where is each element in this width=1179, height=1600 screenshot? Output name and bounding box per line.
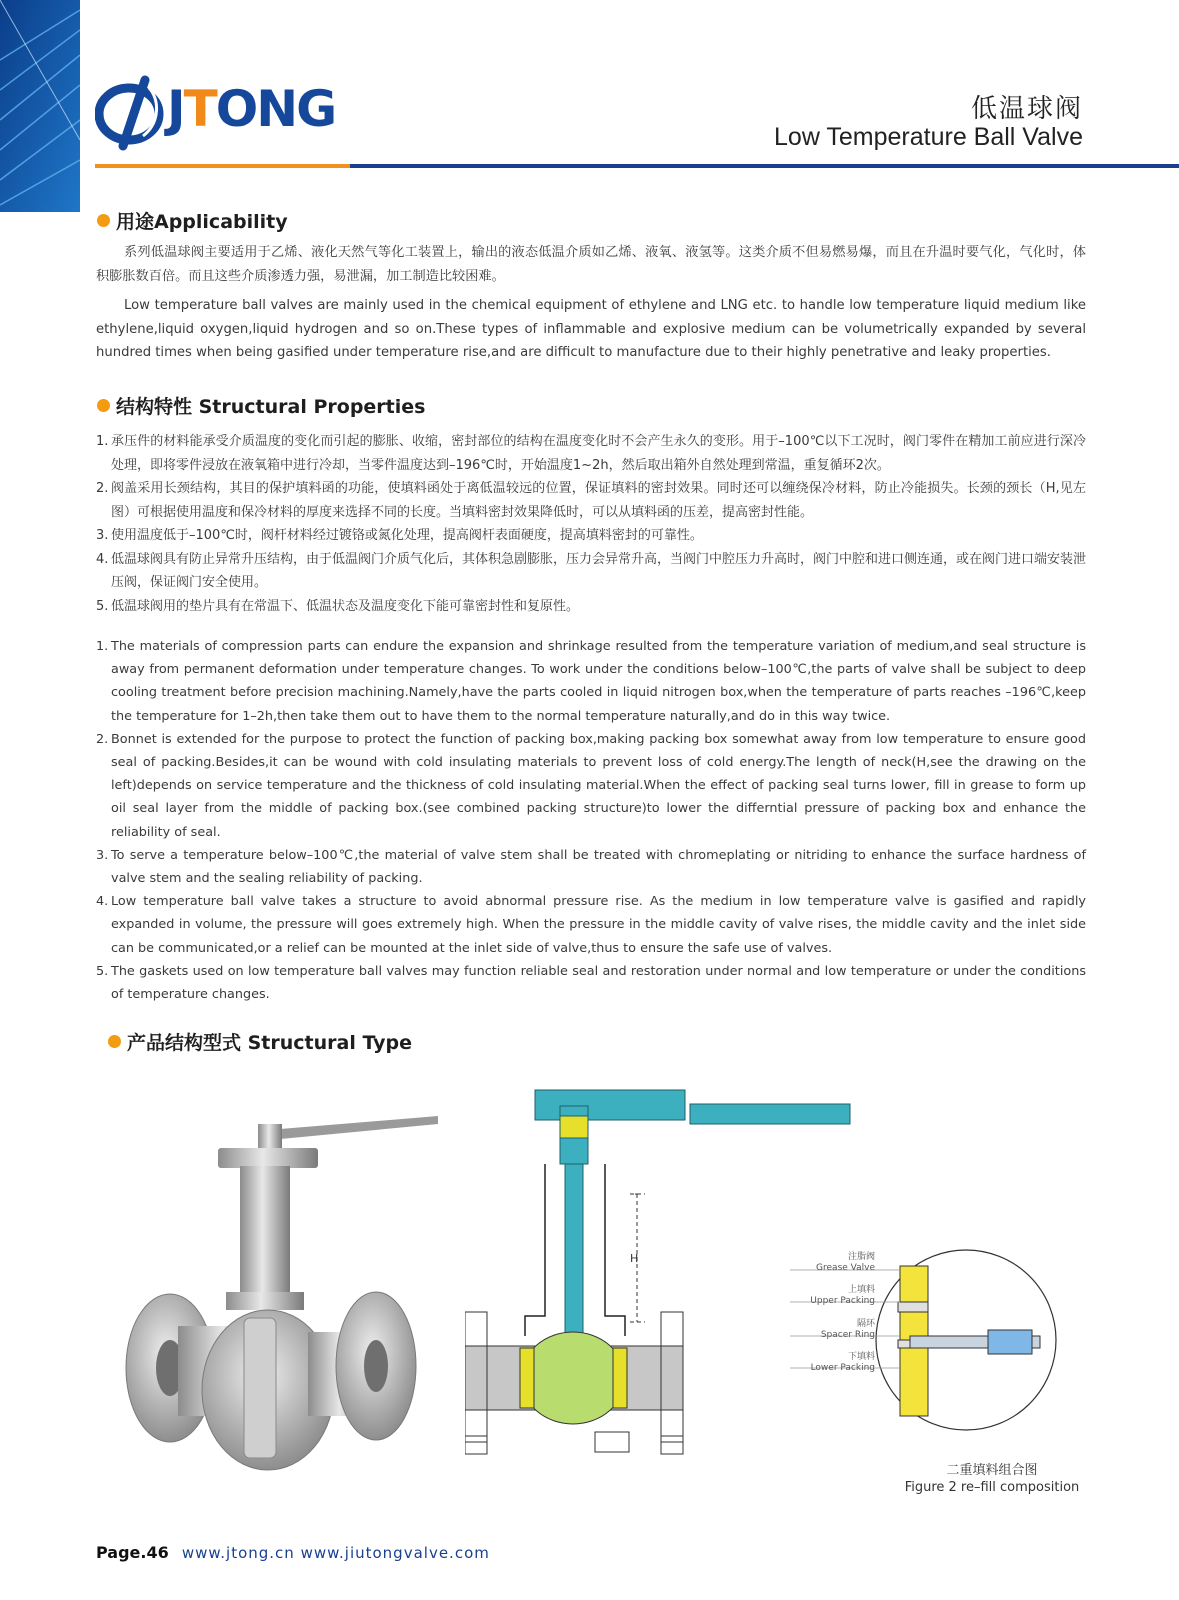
- properties-en-list: [96, 635, 1086, 1006]
- brand-logo: [95, 74, 350, 154]
- list-item: 5. The gaskets used on low temperature ball valves may function reliable seal and restoration under normal and low temperature or under the conditions of temperature changes.: [96, 963, 1086, 1003]
- list-item: 4. Low temperature ball valve takes a structure to avoid abnormal pressure rise. As the medium in low temperature valve is gasified and rapidly expanded in volume, the pressure will goes extremely high. When the pressure in the middle cavity of valve rises, the middle cavity and the inlet side can be communicated,or a relief can be mounted at the inlet side of valve,thus to ensure the safe use of valves.: [96, 894, 1086, 956]
- corner-decoration: [0, 0, 80, 212]
- neck-length-label: H: [630, 1252, 639, 1265]
- spacer-ring-callout: 隔环 Spacer Ring: [820, 1319, 875, 1340]
- list-item: 2. 阀盖采用长颈结构，其目的保护填料函的功能，使填料函处于离低温较远的位置，保证填料的密封效果。同时还可以缠绕保冷材料，防止冷能损失。长颈的颈长（H,见左图）可根据使用温度和保冷材料的厚度来选择不同的长度。当填料密封效果降低时，可以从填料函的压差，提高密封性能。: [96, 481, 1086, 520]
- upper-packing-callout: 上填料 Upper Packing: [810, 1285, 875, 1306]
- list-item: 2. Bonnet is extended for the purpose to protect the function of packing box,making packing box somewhat away from low temperature to ensure good seal of packing.Besides,it can be wound with cold insulating materials to prevent loss of cold energy.The length of neck(H,see the drawing on the left)depends on service temperature and the thickness of cold insulating material.When the effect of packing seal turns lower, fill in grease to form up oil seal layer from the middle of packing box.(see combined packing structure)to lower the differntial pressure of packing box and enhance the reliability of seal.: [96, 731, 1086, 840]
- bullet-dot: [108, 1035, 121, 1048]
- grease-valve-callout: 注脂阀 Grease Valve: [816, 1252, 875, 1273]
- logo-underline: [95, 164, 351, 168]
- lower-packing-callout: 下填料 Lower Packing: [810, 1352, 875, 1373]
- list-item: 5. 低温球阀用的垫片具有在常温下、低温状态及温度变化下能可靠密封性和复原性。: [96, 598, 580, 614]
- applicability-cn: 系列低温球阀主要适用于乙烯、液化天然气等化工装置上，输出的液态低温介质如乙烯、液氧、液氢等。这类介质不但易燃易爆，而且在升温时要气化，气化时，体积膨胀数百倍。而且这些介质渗透力强，易泄漏，加工制造比较困难。: [96, 245, 1086, 284]
- page-title-en: Low Temperature Ball Valve: [774, 123, 1083, 151]
- structural-type-heading: 产品结构型式 Structural Type: [108, 1028, 412, 1055]
- applicability-en: Low temperature ball valves are mainly used in the chemical equipment of ethylene and LNG etc. to handle low temperature liquid medium like ethylene,liquid oxygen,liquid hydrogen and so on.These types of inflammable and explosive medium can be volumetrically expanded by several hundred times when being gasified under temperature rise,and are difficult to manufacture due to their highly penetrative and leaky properties.: [96, 298, 1086, 360]
- page-number: Page.46: [96, 1543, 169, 1562]
- logo-mark-icon: [95, 74, 165, 152]
- page-footer: [96, 1543, 490, 1562]
- figure-caption: 二重填料组合图 Figure 2 re–fill composition: [904, 1463, 1080, 1495]
- properties-cn-list: [96, 430, 1086, 618]
- bullet-dot: [97, 399, 110, 412]
- list-item: 3. 使用温度低于–100℃时，阀杆材料经过镀铬或氮化处理，提高阀杆表面硬度，提高填料密封的可靠性。: [96, 528, 703, 543]
- page-title-cn: 低温球阀: [970, 94, 1083, 124]
- structural-properties-heading: 结构特性 Structural Properties: [97, 392, 425, 419]
- applicability-heading: 用途Applicability: [97, 207, 288, 234]
- list-item: 4. 低温球阀具有防止异常升压结构，由于低温阀门介质气化后，其体积急剧膨胀，压力会异常升高，当阀门中腔压力升高时，阀门中腔和进口侧连通，或在阀门进口端安装泄压阀，保证阀门安全使用。: [96, 551, 1087, 590]
- valve-photo: [118, 1100, 448, 1504]
- website-links[interactable]: www.jtong.cn www.jiutongvalve.com: [181, 1544, 490, 1562]
- logo-wordmark: JTONG: [167, 80, 336, 138]
- list-item: 1. The materials of compression parts can endure the expansion and shrinkage resulted from the temperature variation of medium,and seal structure is away from permanent deformation under temperature changes. To work under the conditions below–100℃,the parts of valve shall be subject to deep cooling treatment before precision machining.Namely,have the parts cooled in liquid nitrogen box,when the temperature of parts reaches –196℃,keep the temperature for 1–2h,then take them out to have them to the normal temperature naturally,and do in this way twice.: [96, 639, 1086, 724]
- header-rule: [350, 164, 1179, 168]
- list-item: 1. 承压件的材料能承受介质温度的变化而引起的膨胀、收缩，密封部位的结构在温度变化时不会产生永久的变形。用于–100℃以下工况时，阀门零件在精加工前应进行深冷处理，即将零件浸放在液氧箱中进行冷却，当零件温度达到–196℃时，开始温度1~2h，然后取出箱外自然处理到常温，重复循环2次。: [96, 434, 1086, 473]
- bullet-dot: [97, 214, 110, 227]
- list-item: 3. To serve a temperature below–100℃,the material of valve stem shall be treated with chromeplating or nitriding to enhance the surface hardness of valve stem and the sealing reliability of packing.: [96, 847, 1086, 887]
